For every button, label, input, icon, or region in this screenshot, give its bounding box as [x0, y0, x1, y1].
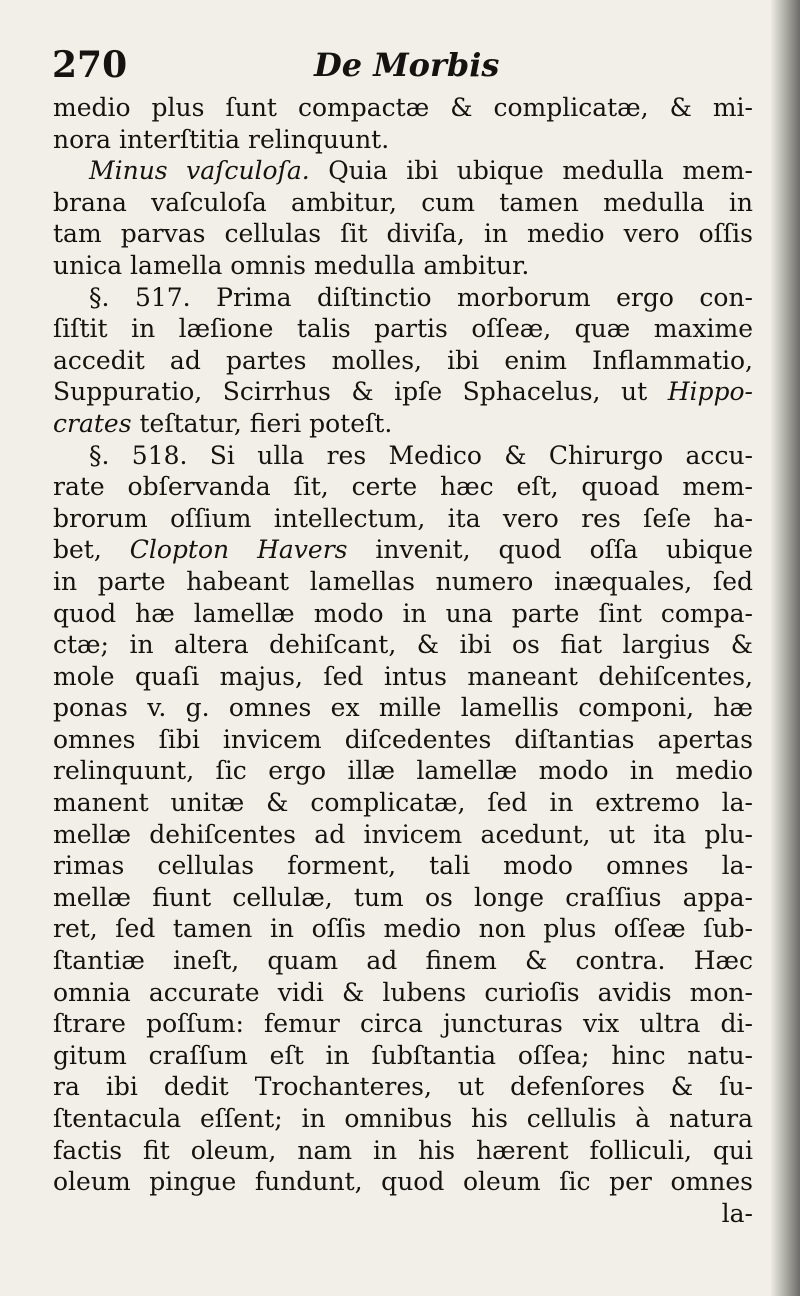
- text-line: in parte habeant lamellas numero inæquales, ſed: [53, 566, 753, 596]
- text-line: oleum pingue fundunt, quod oleum ſic per omnes: [53, 1167, 753, 1197]
- text-line: mellæ fiunt cellulæ, tum os longe craſſius appa-: [53, 882, 753, 912]
- text-line: relinquunt, ſic ergo illæ lamellæ modo in medio: [53, 756, 753, 786]
- text-line: brorum oſſium intellectum, ita vero res ſeſe ha-: [53, 503, 753, 533]
- text-line: mole quaſi majus, ſed intus maneant dehiſcentes,: [53, 661, 753, 691]
- text-line: nora interſtitia relinquunt.: [53, 124, 390, 154]
- text-line: rate obſervanda ſit, certe hæc eſt, quoad mem-: [53, 472, 753, 502]
- text-line: rimas cellulas forment, tali modo omnes la-: [53, 851, 753, 881]
- text-line: bet, Clopton Havers invenit, quod oſſa ubique: [53, 535, 753, 565]
- author-name: crates: [53, 408, 132, 438]
- text-line: ra ibi dedit Trochanteres, ut defenſores & ſu-: [53, 1072, 753, 1102]
- text-line: crates teſtatur, fieri poteſt.: [53, 408, 393, 438]
- text-line: quod hæ lamellæ modo in una parte ſint compa-: [53, 598, 753, 628]
- author-name: Hippo-: [667, 377, 753, 407]
- text-line: Minus vaſculoſa. Quia ibi ubique medulla mem-: [89, 156, 753, 186]
- text-line: ponas v. g. omnes ex mille lamellis componi, hæ: [53, 693, 753, 723]
- text-line: factis fit oleum, nam in his hærent folliculi, qui: [53, 1135, 753, 1165]
- text-line: tam parvas cellulas ſit diviſa, in medio vero oſſis: [53, 219, 753, 249]
- text-line: unica lamella omnis medulla ambitur.: [53, 250, 530, 280]
- text-line: ſtentacula eſſent; in omnibus his cellulis à natura: [53, 1104, 753, 1133]
- text-line: ſtantiæ ineſt, quam ad finem & contra. Hæc: [53, 946, 753, 976]
- text-line: manent unitæ & complicatæ, ſed in extremo la-: [53, 788, 753, 818]
- author-name: Clopton Havers: [129, 535, 348, 565]
- text-line: ſtrare poſſum: femur circa juncturas vix ultra di-: [53, 1009, 753, 1039]
- text-line: omnes ſibi invicem diſcedentes diſtantias apertas: [53, 724, 753, 754]
- text-line: ret, ſed tamen in oſſis medio non plus oſſeæ ſub-: [53, 914, 753, 944]
- section-heading-line: §. 517. Prima diſtinctio morborum ergo con-: [89, 282, 753, 312]
- marginal-term: Minus vaſculoſa.: [89, 156, 310, 186]
- page-header: [52, 44, 752, 94]
- catchword: la-: [721, 1198, 753, 1228]
- text-line: medio plus ſunt compactæ & complicatæ, & mi-: [53, 93, 753, 122]
- text-line: accedit ad partes molles, ibi enim Inflammatio,: [53, 345, 753, 375]
- text-line: gitum craſſum eſt in ſubſtantia oſſea; hinc natu-: [53, 1040, 753, 1070]
- text-line: brana vaſculoſa ambitur, cum tamen medulla in: [53, 187, 753, 217]
- page-number: 270: [52, 44, 128, 86]
- page-edge-shadow: [770, 0, 800, 1296]
- running-head: De Morbis: [314, 46, 500, 84]
- section-heading-line: §. 518. Si ulla res Medico & Chirurgo accu-: [89, 440, 753, 470]
- text-line: Suppuratio, Scirrhus & ipſe Sphacelus, ut Hippo-: [53, 377, 753, 407]
- text-line: omnia accurate vidi & lubens curioſis avidis mon-: [53, 977, 753, 1007]
- body-text: [53, 92, 753, 1229]
- text-line: ſiſtit in læſione talis partis oſſeæ, quæ maxime: [53, 314, 753, 344]
- text-line: mellæ dehiſcentes ad invicem acedunt, ut ita plu-: [53, 819, 753, 849]
- text-line: ctæ; in altera dehiſcant, & ibi os fiat largius &: [53, 630, 753, 660]
